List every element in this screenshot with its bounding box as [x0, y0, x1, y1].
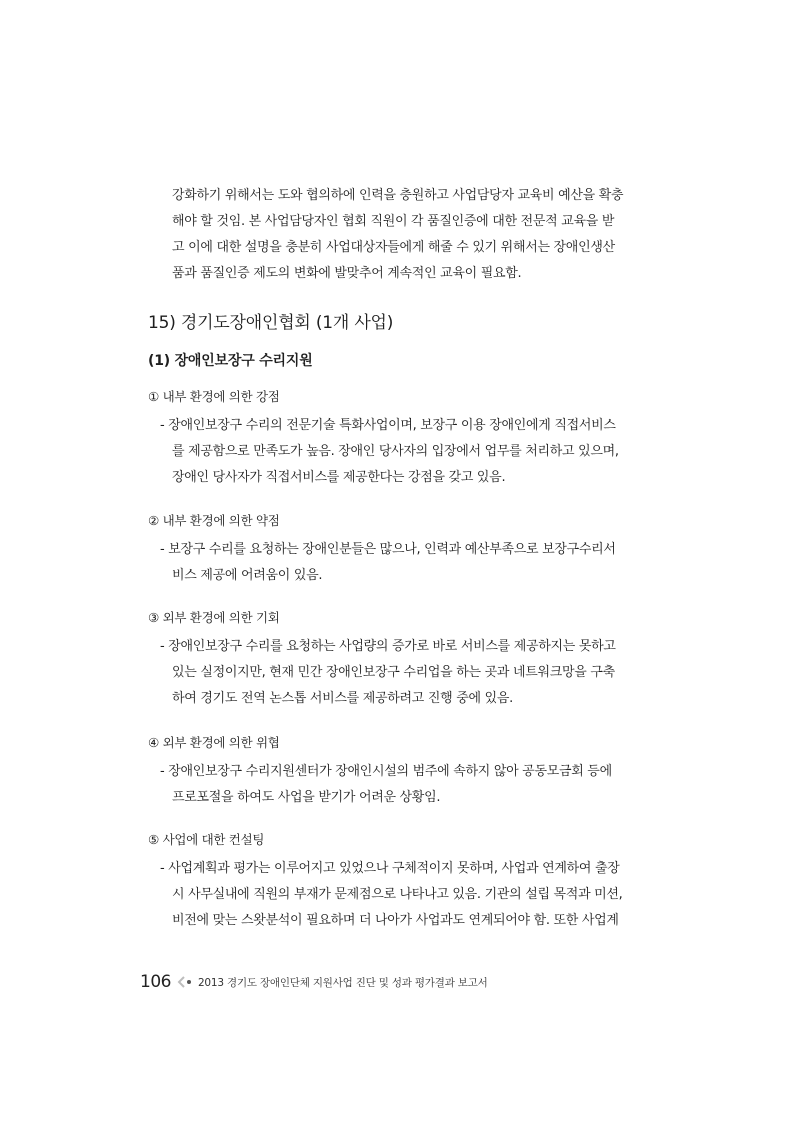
section-title: 15) 경기도장애인협회 (1개 사업) — [148, 313, 394, 333]
block-line: - 장애인보장구 수리를 요청하는 사업량의 증가로 바로 서비스를 제공하지는 못하고 — [160, 639, 616, 654]
swot-opportunity-block — [148, 608, 668, 712]
swot-weakness-block — [148, 511, 668, 589]
block-heading: ③ 외부 환경에 의한 기회 — [148, 610, 280, 625]
swot-threat-block — [148, 733, 668, 811]
block-line: 장애인 당사자가 직접서비스를 제공한다는 강점을 갖고 있음. — [172, 470, 506, 485]
intro-line: 고 이에 대한 설명을 충분히 사업대상자들에게 해줄 수 있기 위해서는 장애인생산 — [172, 240, 615, 255]
block-line: - 장애인보장구 수리의 전문기술 특화사업이며, 보장구 이용 장애인에게 직접서비스 — [160, 418, 616, 433]
block-line: 프로포절을 하여도 사업을 받기가 어려운 상황임. — [172, 790, 441, 805]
block-line: - 보장구 수리를 요청하는 장애인분들은 많으나, 인력과 예산부족으로 보장구수리서 — [160, 542, 616, 557]
consulting-block — [148, 830, 668, 934]
running-title: 2013 경기도 장애인단체 지원사업 진단 및 성과 평가결과 보고서 — [197, 976, 488, 989]
block-line: 비전에 맞는 스왓분석이 필요하며 더 나아가 사업과도 연계되어야 함. 또한 사업계 — [172, 913, 619, 928]
block-line: 시 사무실내에 직원의 부재가 문제점으로 나타나고 있음. 기관의 설립 목적과 미션, — [172, 887, 623, 902]
block-heading: ④ 외부 환경에 의한 위협 — [148, 735, 280, 750]
block-line: - 장애인보장구 수리지원센터가 장애인시설의 범주에 속하지 않아 공동모금회 등에 — [160, 764, 612, 779]
block-line: 하여 경기도 전역 논스톱 서비스를 제공하려고 진행 중에 있음. — [172, 691, 513, 706]
intro-line: 강화하기 위해서는 도와 협의하에 인력을 충원하고 사업담당자 교육비 예산을 확충 — [172, 188, 624, 203]
page-footer — [140, 972, 488, 992]
block-heading: ② 내부 환경에 의한 약점 — [148, 513, 280, 528]
block-line: 있는 실정이지만, 현재 민간 장애인보장구 수리업을 하는 곳과 네트워크망을 구축 — [172, 665, 615, 680]
intro-line: 품과 품질인증 제도의 변화에 발맞추어 계속적인 교육이 필요함. — [172, 266, 522, 281]
intro-paragraph — [148, 183, 668, 287]
page-number: 106 — [140, 972, 171, 992]
swot-strength-block — [148, 387, 668, 491]
section-subtitle: (1) 장애인보장구 수리지원 — [148, 353, 313, 369]
block-line: 비스 제공에 어려움이 있음. — [172, 568, 323, 583]
block-line: 를 제공함으로 만족도가 높음. 장애인 당사자의 입장에서 업무를 처리하고 있으며, — [172, 444, 619, 459]
block-heading: ① 내부 환경에 의한 강점 — [148, 389, 280, 404]
block-line: - 사업계획과 평가는 이루어지고 있었으나 구체적이지 못하며, 사업과 연계하여 출장 — [160, 861, 620, 876]
intro-line: 해야 할 것임. 본 사업담당자인 협회 직원이 각 품질인증에 대한 전문적 교육을 받 — [172, 214, 615, 229]
block-heading: ⑤ 사업에 대한 컨설팅 — [148, 832, 265, 847]
chevron-bullet-icon — [177, 976, 193, 988]
